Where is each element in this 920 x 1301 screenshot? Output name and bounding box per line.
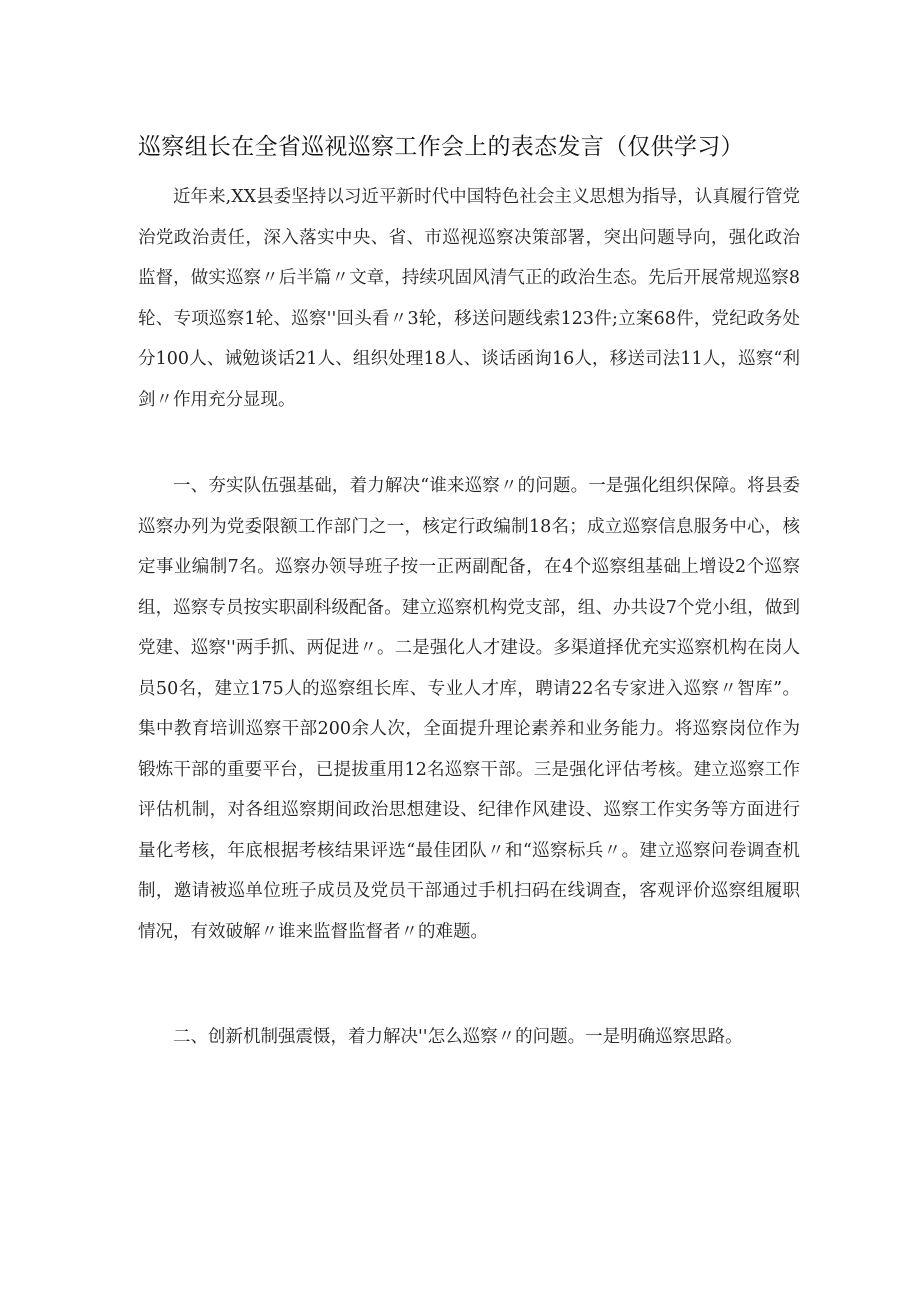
- paragraph-section-two: 二、创新机制强震慑，着力解决''怎么巡察〃的问题。一是明确巡察思路。: [173, 1027, 743, 1047]
- paragraph-section-one: 一、夯实队伍强基础，着力解决“谁来巡察〃的问题。一是强化组织保障。将县委巡察办列为党委限额工作部门之一，核定行政编制18名；成立巡察信息服务中心，核定事业编制7名。巡察办领导班子按一正两副配备，在4个巡察组基础上增设2个巡察组，巡察专员按实职副科级配备。建立巡察机构党支部，组、办共设7个党小组，做到党建、巡察''两手抓、两促进〃。二是强化人才建设。多渠道择优充实巡察机构在岗人员50名，建立175人的巡察组长库、专业人才库，聘请22名专家进入巡察〃智库”。集中教育培训巡察干部200余人次，全面提升理论素养和业务能力。将巡察岗位作为锻炼干部的重要平台，已提拔重用12名巡察干部。三是强化评估考核。建立巡察工作评估机制，对各组巡察期间政治思想建设、纪律作风建设、巡察工作实务等方面进行量化考核，年底根据考核结果评选“最佳团队〃和“巡察标兵〃。建立巡察问卷调查机制，邀请被巡单位班子成员及党员干部通过手机扫码在线调查，客观评价巡察组履职情况，有效破解〃谁来监督监督者〃的难题。: [138, 476, 800, 942]
- document-title: 巡察组长在全省巡视巡察工作会上的表态发言（仅供学习）: [138, 134, 744, 160]
- paragraph-intro: 近年来,XX县委坚持以习近平新时代中国特色社会主义思想为指导，认真履行管党治党政治责任，深入落实中央、省、市巡视巡察决策部署，突出问题导向，强化政治监督，做实巡察〃后半篇〃文章，持续巩固风清气正的政治生态。先后开展常规巡察8轮、专项巡察1轮、巡察''回头看〃3轮，移送问题线索123件;立案68件，党纪政务处分100人、诫勉谈话21人、组织处理18人、谈话函询16人，移送司法11人，巡察“利剑〃作用充分显现。: [138, 187, 800, 410]
